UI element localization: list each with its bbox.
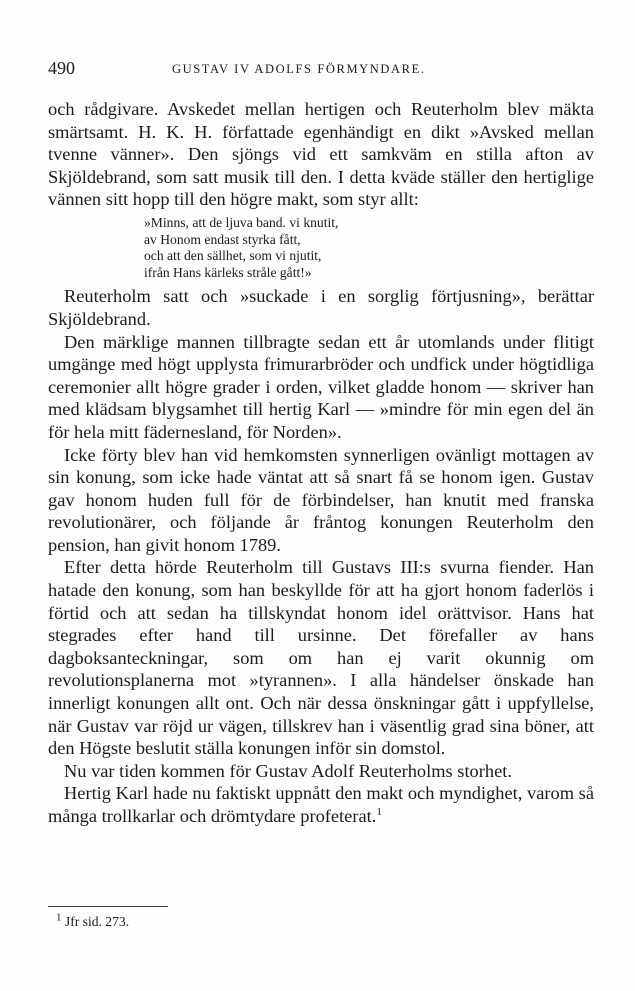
paragraph: Den märklige mannen tillbragte sedan ett år utomlands under flitigt umgänge med högt upplysta frimurarbröder och undfick under högtidliga ceremonier allt högre grader i orden, vilket gladde honom — skriver han med klädsam blygsamhet till hertig Karl — »mindre för min egen del än för hela mitt fädernesland, för Norden». bbox=[48, 331, 594, 442]
footnote-reference[interactable]: 1 bbox=[376, 805, 382, 818]
paragraph-text: Hertig Karl hade nu faktiskt uppnått den makt och myndighet, varom så många trollkarlar och drömtydare profeterat. bbox=[48, 783, 594, 826]
paragraph: Reuterholm satt och »suckade i en sorglig förtjusning», berättar Skjöldebrand. bbox=[48, 286, 594, 329]
poem-line: och att den sällhet, som vi njutit, bbox=[144, 248, 322, 264]
paragraph: Nu var tiden kommen för Gustav Adolf Reuterholms storhet. bbox=[64, 760, 512, 781]
footnote bbox=[56, 911, 130, 930]
paragraph: Icke förty blev han vid hemkomsten synnerligen ovänligt mottagen av sin konung, som icke hade väntat att så snart få se honom igen. Gustav gav honom huden full för de förbindelser, han knutit med franska revolutionärer, och följande år fråntog konungen Reuterholm den pension, han givit honom 1789. bbox=[48, 444, 594, 555]
poem-line: »Minns, att de ljuva band. vi knutit, bbox=[144, 214, 339, 230]
poem-quote bbox=[144, 215, 594, 281]
footnote-marker: 1 bbox=[56, 911, 62, 924]
book-page bbox=[48, 0, 594, 991]
poem-line: ifrån Hans kärleks stråle gått!» bbox=[144, 264, 312, 280]
footnote-divider bbox=[48, 906, 168, 907]
paragraph: och rådgivare. Avskedet mellan hertigen och Reuterholm blev mäkta smärtsamt. H. K. H. författade egenhändigt en dikt »Avsked mellan tvenne vänner». Den sjöngs vid ett samkväm en stilla afton av Skjöldebrand, som satt musik till den. I detta kväde ställer den hertiglige vännen sitt hopp till den högre makt, som styr allt: bbox=[48, 99, 594, 210]
page-number: 490 bbox=[48, 58, 75, 78]
running-head bbox=[48, 58, 594, 82]
poem-line: av Honom endast styrka fått, bbox=[144, 231, 301, 247]
paragraph: Efter detta hörde Reuterholm till Gustavs III:s svurna fiender. Han hatade den konung, som han beskyllde för att ha gjort honom faderlös i förtid och att sedan ha tillskyndat honom idel orättvisor. Hans hat stegrades efter hand till ursinne. Det förefaller av hans dagboksanteckningar, som om han ej varit okunnig om revolutionsplanerna mot »tyrannen». I alla händelser önskade han innerligt konungen allt ont. Och när dessa önskningar gått i uppfyllelse, när Gustav var röjd ur vägen, tillskrev han i väsentlig grad sina böner, att den Högste beslutit ställa konungen inför sin domstol. bbox=[48, 557, 594, 759]
paragraph-last bbox=[48, 782, 594, 827]
body-text bbox=[48, 98, 594, 828]
running-head-title: GUSTAV IV ADOLFS FÖRMYNDARE. bbox=[172, 62, 426, 76]
footnote-text: Jfr sid. 273. bbox=[64, 914, 130, 929]
